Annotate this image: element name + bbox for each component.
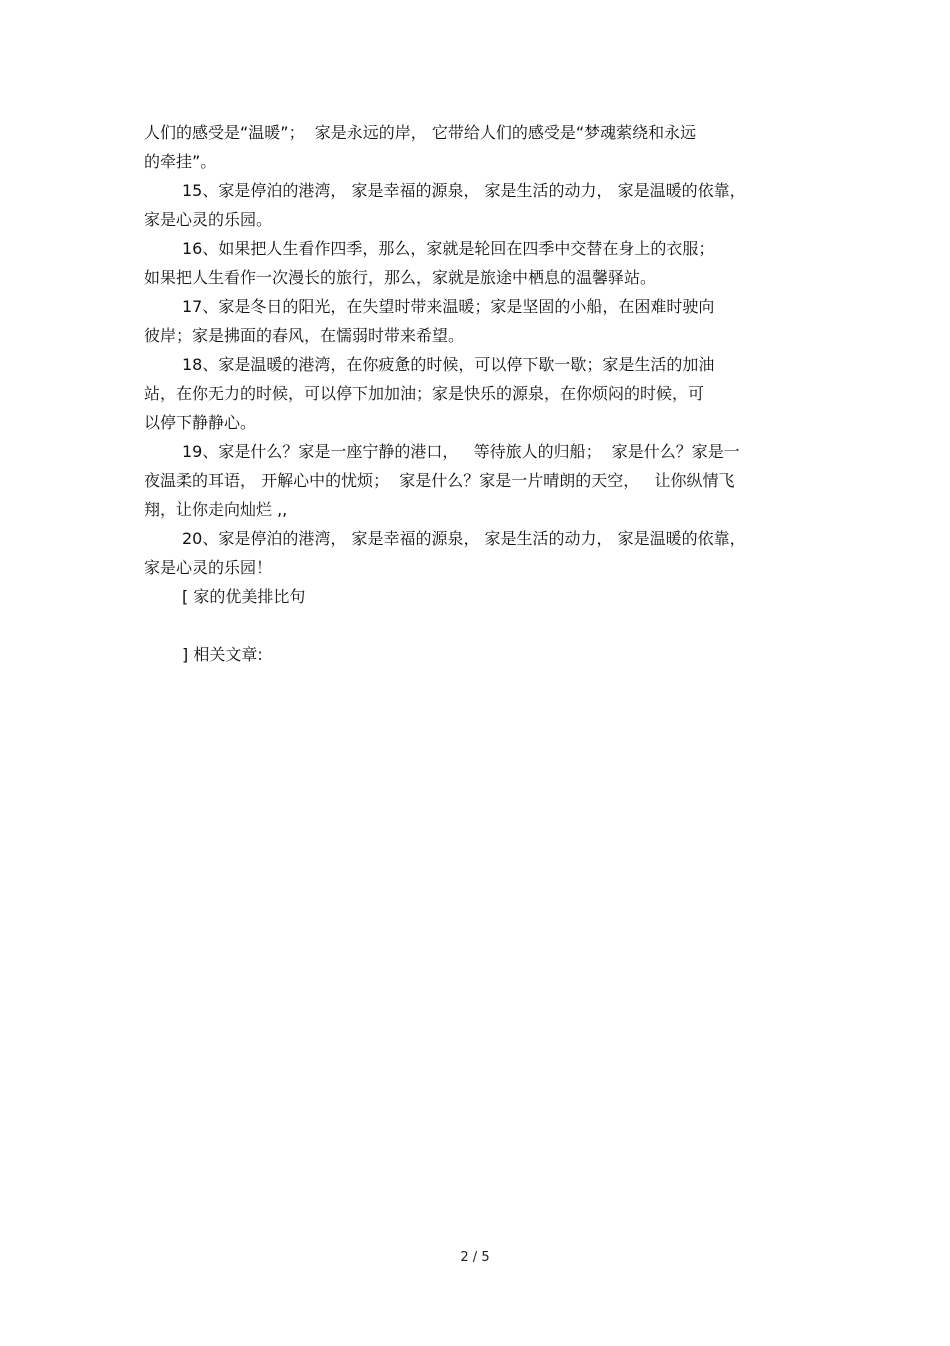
- paragraph-line: 如果把人生看作一次漫长的旅行，那么，家就是旅途中栖息的温馨驿站。: [144, 268, 657, 287]
- page-number: 2 / 5: [460, 1250, 490, 1265]
- paragraph-line: 站，在你无力的时候，可以停下加加油；家是快乐的源泉，在你烦闷的时候，可: [144, 384, 705, 403]
- paragraph-line: 20、家是停泊的港湾， 家是幸福的源泉， 家是生活的动力， 家是温暖的依靠，: [182, 529, 746, 548]
- paragraph-line: 翔，让你走向灿烂 ,,: [144, 500, 288, 519]
- document-body: [144, 118, 804, 669]
- link-heading-open: [ 家的优美排比句: [182, 587, 306, 606]
- paragraph-line: 彼岸；家是拂面的春风，在懦弱时带来希望。: [144, 326, 465, 345]
- paragraph-line: 19、家是什么？家是一座宁静的港口， 等待旅人的归船； 家是什么？家是一: [182, 442, 740, 461]
- paragraph-line: 人们的感受是“温暖”； 家是永远的岸， 它带给人们的感受是“梦魂萦绕和永远: [144, 123, 697, 142]
- paragraph-line: 家是心灵的乐园。: [144, 210, 273, 229]
- paragraph-line: 夜温柔的耳语， 开解心中的忧烦； 家是什么？家是一片晴朗的天空， 让你纵情飞: [144, 471, 735, 490]
- paragraph-line: 的牵挂”。: [144, 152, 217, 171]
- paragraph-line: 18、家是温暖的港湾，在你疲惫的时候，可以停下歇一歇；家是生活的加油: [182, 355, 715, 374]
- paragraph-line: 家是心灵的乐园！: [144, 558, 273, 577]
- paragraph-line: 15、家是停泊的港湾， 家是幸福的源泉， 家是生活的动力， 家是温暖的依靠，: [182, 181, 746, 200]
- paragraph-line: 以停下静静心。: [144, 413, 257, 432]
- paragraph-line: 16、如果把人生看作四季，那么，家就是轮回在四季中交替在身上的衣服；: [182, 239, 715, 258]
- link-heading-close: ] 相关文章:: [182, 645, 263, 664]
- blank-space: [144, 611, 804, 640]
- paragraph-line: 17、家是冬日的阳光，在失望时带来温暖；家是坚固的小船，在困难时驶向: [182, 297, 715, 316]
